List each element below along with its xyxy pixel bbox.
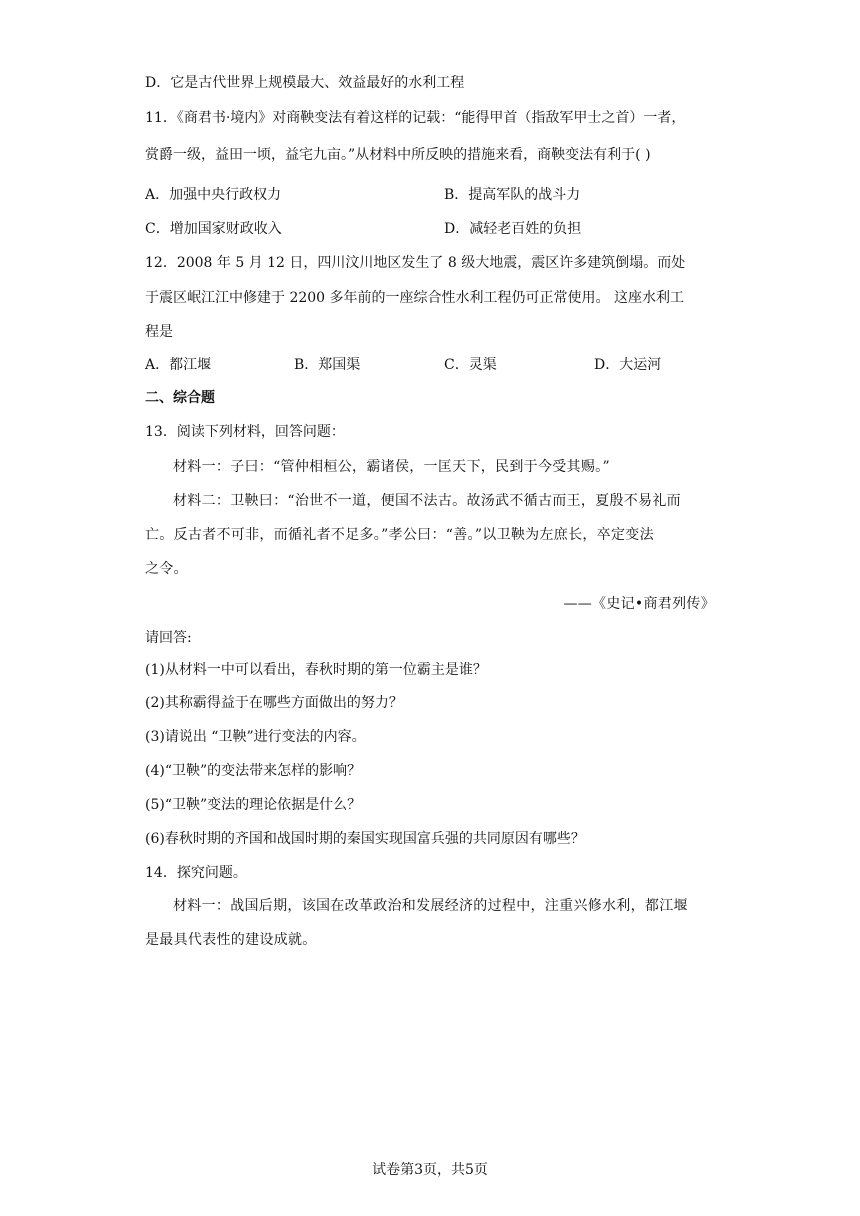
question-12-option-d: D．大运河 bbox=[594, 357, 662, 373]
question-10-option-d: D．它是古代世界上规模最大、效益最好的水利工程 bbox=[145, 75, 465, 91]
question-14-material-1-line-1: 材料一：战国后期，该国在改革政治和发展经济的过程中，注重兴修水利，都江堰 bbox=[173, 898, 688, 914]
question-13-sub-1: (1)从材料一中可以看出，春秋时期的第一位霸主是谁？ bbox=[145, 662, 487, 678]
question-13-material-1: 材料一：子曰：“管仲相桓公，霸诸侯，一匡天下，民到于今受其赐。” bbox=[173, 459, 610, 475]
question-11-stem-line-1: 11．《商君书·境内》对商鞅变法有着这样的记载：“能得甲首（指敌军甲士之首）一者， bbox=[145, 110, 686, 126]
question-13-sub-6: (6)春秋时期的齐国和战国时期的秦国实现国富兵强的共同原因有哪些？ bbox=[145, 831, 585, 847]
question-14-material-1-line-2: 是最具代表性的建设成就。 bbox=[145, 932, 317, 948]
question-12-option-b: B．郑国渠 bbox=[294, 357, 361, 373]
question-13-sub-3: (3)请说出 “卫鞅”进行变法的内容。 bbox=[145, 729, 366, 745]
question-13-sub-2: (2)其称霸得益于在哪些方面做出的努力？ bbox=[145, 695, 403, 711]
question-13-stem: 13．阅读下列材料，回答问题： bbox=[145, 424, 345, 440]
page-footer: 试卷第3页，共5页 bbox=[372, 1162, 488, 1178]
question-11-option-b: B．提高军队的战斗力 bbox=[444, 187, 581, 203]
question-12-option-c: C．灵渠 bbox=[444, 357, 497, 373]
question-12-stem-line-1: 12．2008 年 5 月 12 日，四川汶川地区发生了 8 级大地震，震区许多建筑倒塌。而处 bbox=[145, 255, 686, 271]
question-13-material-2-line-3: 之令。 bbox=[145, 561, 188, 577]
question-11-stem-line-2: 赏爵一级，益田一顷，益宅九亩。”从材料中所反映的措施来看，商鞅变法有利于( ) bbox=[145, 147, 651, 163]
question-12-stem-line-2: 于震区岷江江中修建于 2200 多年前的一座综合性水利工程仍可正常使用。 这座水利工 bbox=[145, 290, 684, 306]
question-12-option-a: A．都江堰 bbox=[145, 357, 212, 373]
question-12-stem-line-3: 程是 bbox=[145, 324, 173, 340]
question-11-option-d: D．减轻老百姓的负担 bbox=[444, 221, 582, 237]
question-13-material-2-line-2: 亡。反古者不可非，而循礼者不足多。”孝公曰：“善。”以卫鞅为左庶长，卒定变法 bbox=[145, 527, 654, 543]
question-13-sub-4: (4)“卫鞅”的变法带来怎样的影响？ bbox=[145, 763, 362, 779]
question-13-source: ——《史记•商君列传》 bbox=[563, 596, 715, 612]
question-11-option-c: C．增加国家财政收入 bbox=[145, 221, 282, 237]
question-13-sub-5: (5)“卫鞅”变法的理论依据是什么？ bbox=[145, 797, 362, 813]
question-14-stem: 14．探究问题。 bbox=[145, 865, 247, 881]
section-heading: 二、综合题 bbox=[145, 390, 215, 406]
question-13-material-2-line-1: 材料二：卫鞅曰：“治世不一道，便国不法古。故汤武不循古而王，夏殷不易礼而 bbox=[173, 493, 681, 509]
question-11-option-a: A．加强中央行政权力 bbox=[145, 187, 282, 203]
question-13-prompt: 请回答: bbox=[145, 630, 192, 646]
